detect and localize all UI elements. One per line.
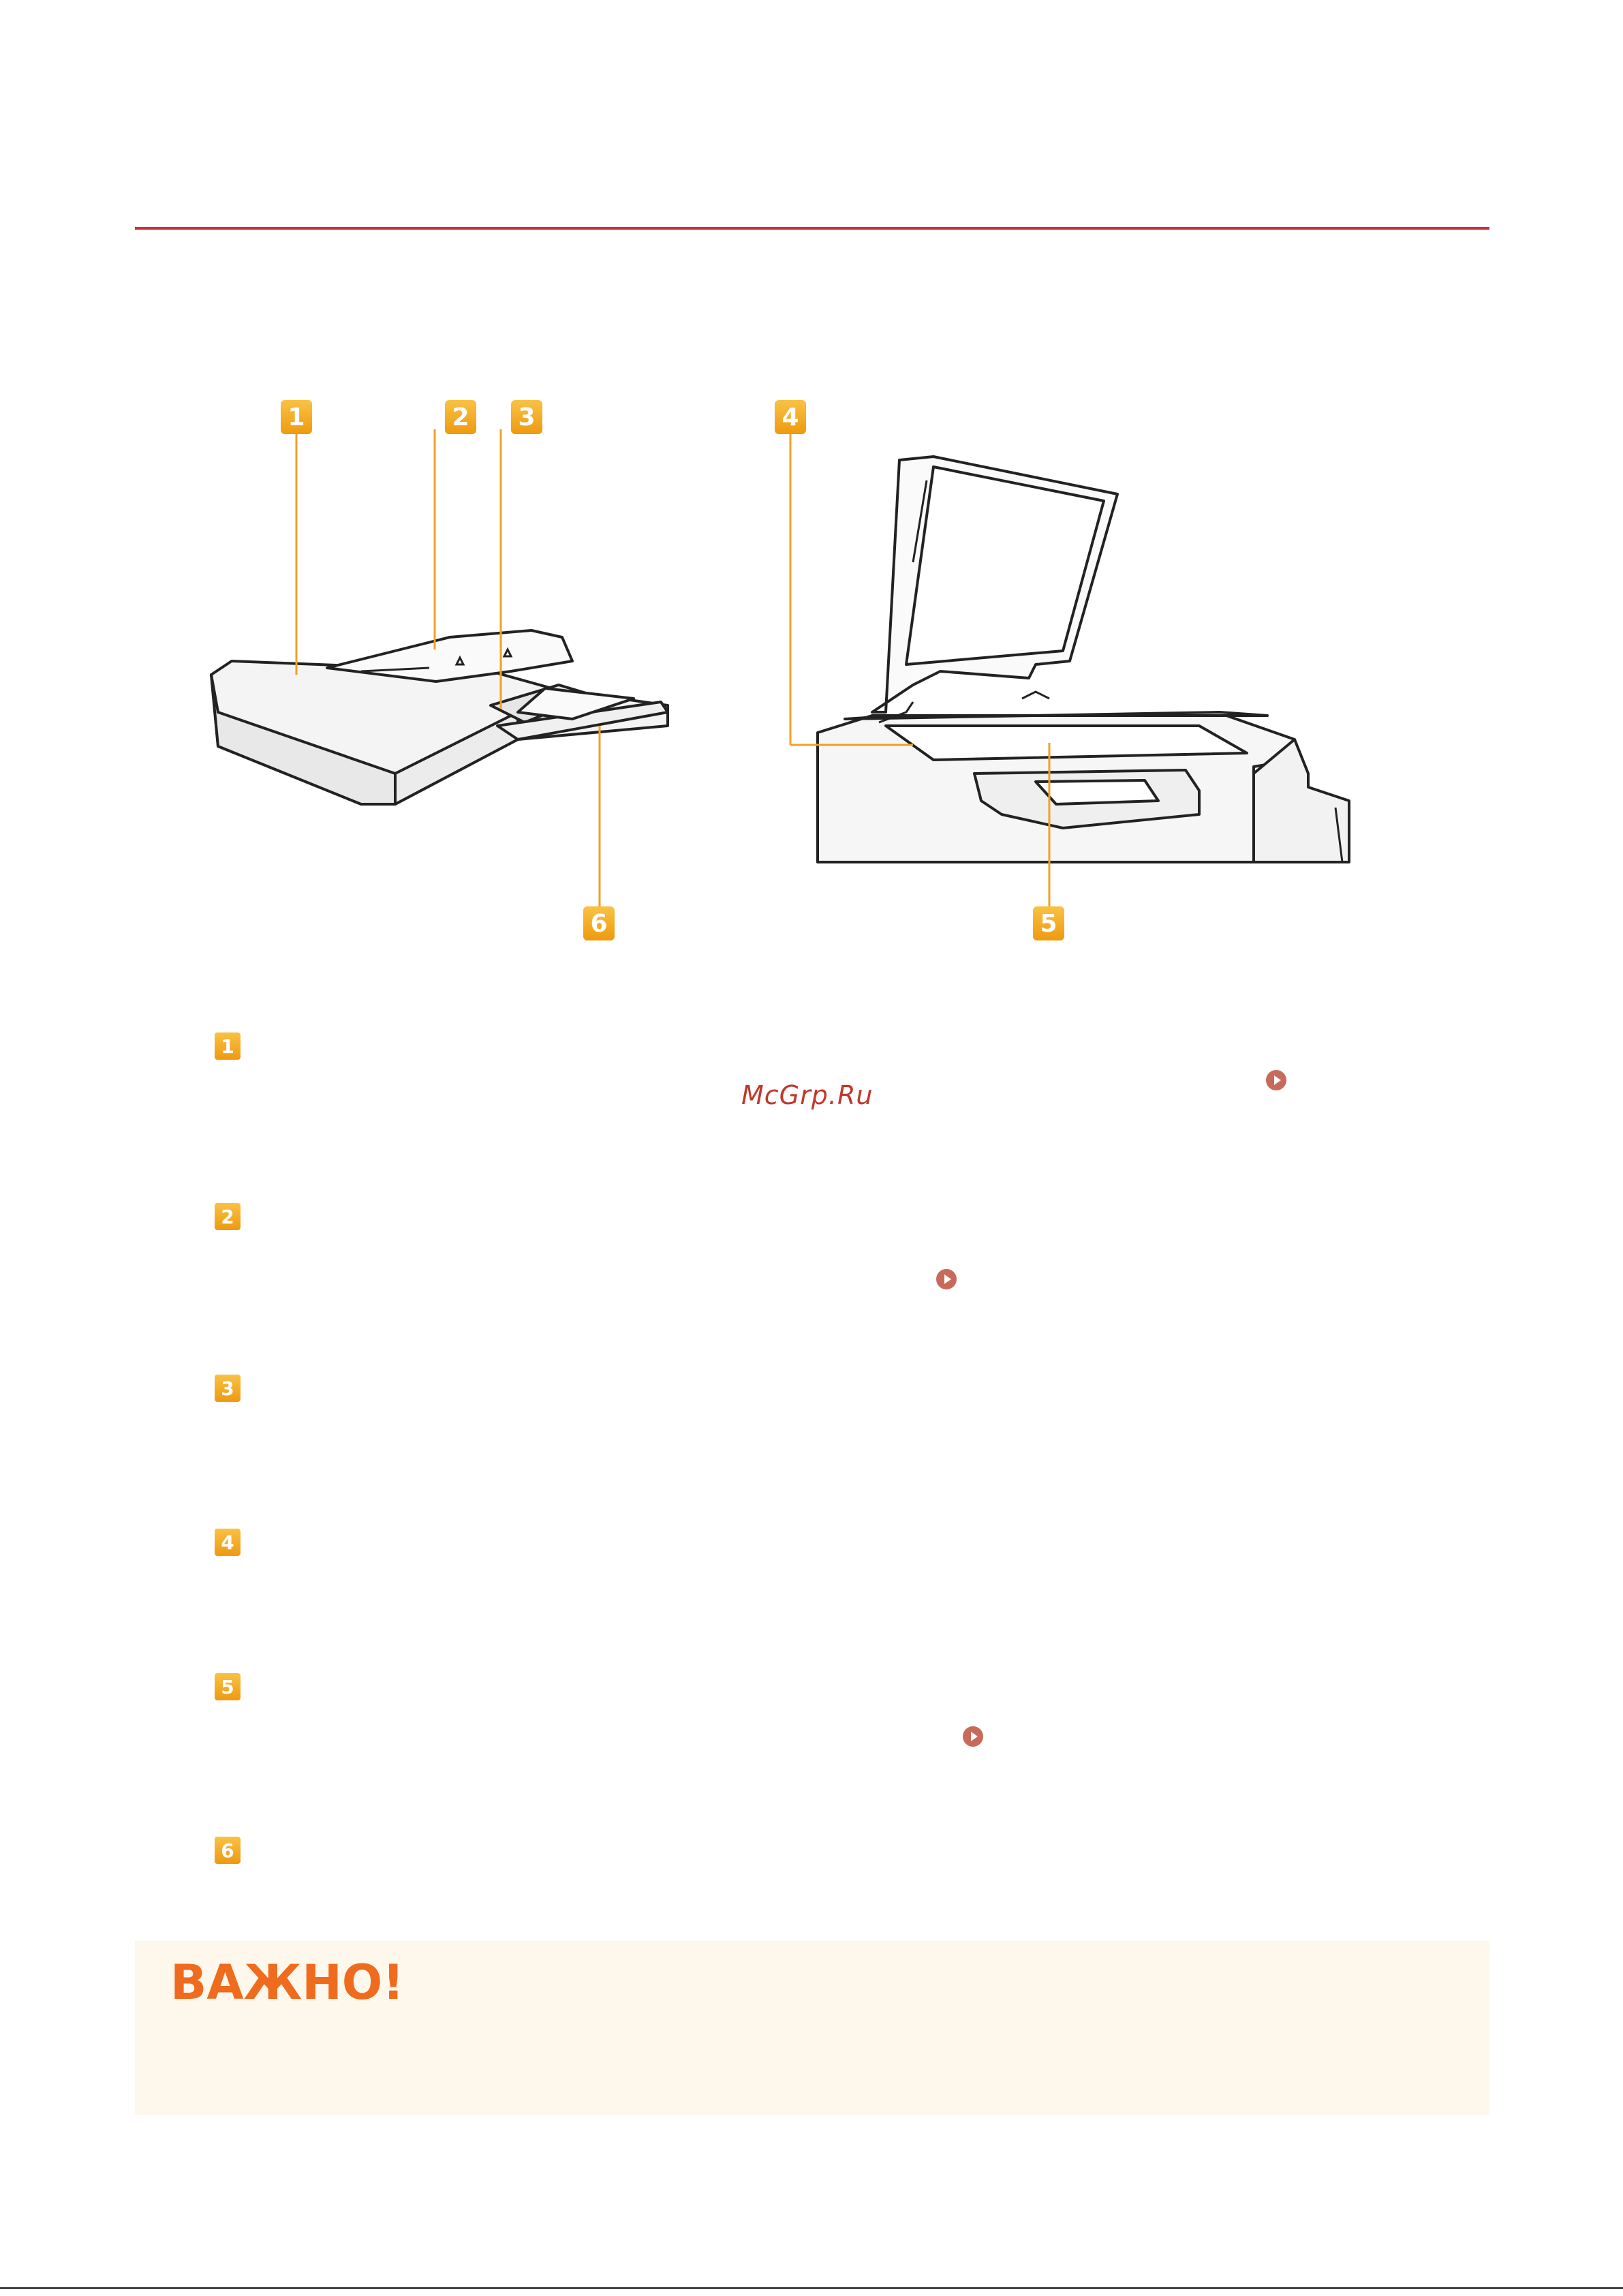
item-number-1: 1 [215, 1032, 241, 1060]
callout-4: 4 [775, 400, 806, 434]
link-arrow-icon[interactable] [963, 1726, 983, 1747]
callout-1: 1 [281, 400, 312, 434]
item-number-5: 5 [215, 1673, 241, 1700]
watermark-text: McGrp.Ru [741, 1080, 874, 1110]
item-number-6: 6 [215, 1837, 241, 1864]
item-number-2: 2 [215, 1203, 241, 1230]
link-arrow-icon[interactable] [1266, 1070, 1286, 1090]
feeder-illustration [191, 392, 1363, 951]
header-rule [135, 227, 1489, 230]
callout-5: 5 [1033, 906, 1064, 940]
callout-6: 6 [583, 906, 615, 940]
callout-3: 3 [511, 400, 542, 434]
page-bottom-line [0, 2287, 1623, 2289]
important-notice [135, 1941, 1489, 2115]
item-number-4: 4 [215, 1529, 241, 1556]
link-arrow-icon[interactable] [936, 1269, 957, 1289]
item-number-3: 3 [215, 1375, 241, 1402]
important-title: ВАЖНО! [170, 1955, 405, 2010]
callout-2: 2 [445, 400, 476, 434]
